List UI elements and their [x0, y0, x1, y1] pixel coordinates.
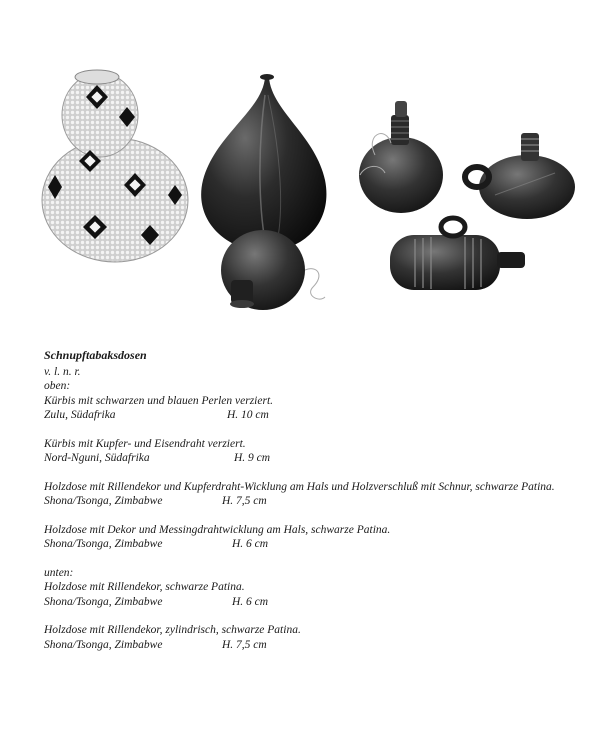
- catalog-entry: [44, 580, 584, 609]
- caption-title: Schnupftabaksdosen: [44, 348, 147, 362]
- bottom-row-label: unten:: [44, 566, 74, 579]
- entry-description: Holzdose mit Rillendekor, zylindrisch, schwarze Patina.: [44, 624, 301, 636]
- catalog-entry: [44, 480, 584, 509]
- entry-origin: Zulu, Südafrika: [44, 409, 116, 421]
- entry-description: Kürbis mit schwarzen und blauen Perlen verziert.: [44, 394, 274, 407]
- entry-height: H. 7,5 cm: [222, 638, 267, 651]
- snuff-containers-photo: [35, 55, 595, 330]
- top-row-label: oben:: [44, 380, 71, 392]
- entry-origin: Nord-Nguni, Südafrika: [44, 452, 150, 464]
- wooden-box-grooved: [221, 230, 325, 310]
- entry-height: H. 7,5 cm: [222, 495, 267, 507]
- entry-height: H. 6 cm: [232, 595, 269, 608]
- catalog-caption: [44, 348, 584, 652]
- entry-description: Holzdose mit Rillendekor, schwarze Patina.: [44, 581, 245, 593]
- entry-description: Holzdose mit Rillendekor und Kupferdraht-Wicklung am Hals und Holzverschluß mit Schnur, schwarze Patina.: [44, 480, 555, 493]
- entry-origin: Shona/Tsonga, Zimbabwe: [44, 595, 163, 608]
- catalog-entry: [44, 394, 584, 423]
- catalog-entry: [44, 523, 584, 552]
- entry-height: H. 10 cm: [227, 409, 269, 421]
- beaded-gourd: [42, 70, 188, 262]
- entry-description: Kürbis mit Kupfer- und Eisendraht verziert.: [44, 437, 246, 450]
- entry-description: Holzdose mit Dekor und Messingdrahtwicklung am Hals, schwarze Patina.: [44, 523, 391, 536]
- entry-height: H. 9 cm: [234, 452, 271, 464]
- catalog-entry: [44, 437, 584, 466]
- entry-origin: Shona/Tsonga, Zimbabwe: [44, 538, 163, 550]
- cylindrical-box: [390, 218, 525, 290]
- wooden-box-with-stopper: [359, 101, 443, 213]
- order-note: v. l. n. r.: [44, 365, 81, 378]
- entry-height: H. 6 cm: [232, 538, 269, 550]
- wooden-box-with-handle: [465, 133, 575, 219]
- entry-origin: Shona/Tsonga, Zimbabwe: [44, 495, 163, 507]
- wire-gourd: [201, 74, 326, 252]
- catalog-entry: [44, 623, 584, 652]
- entry-origin: Shona/Tsonga, Zimbabwe: [44, 638, 163, 651]
